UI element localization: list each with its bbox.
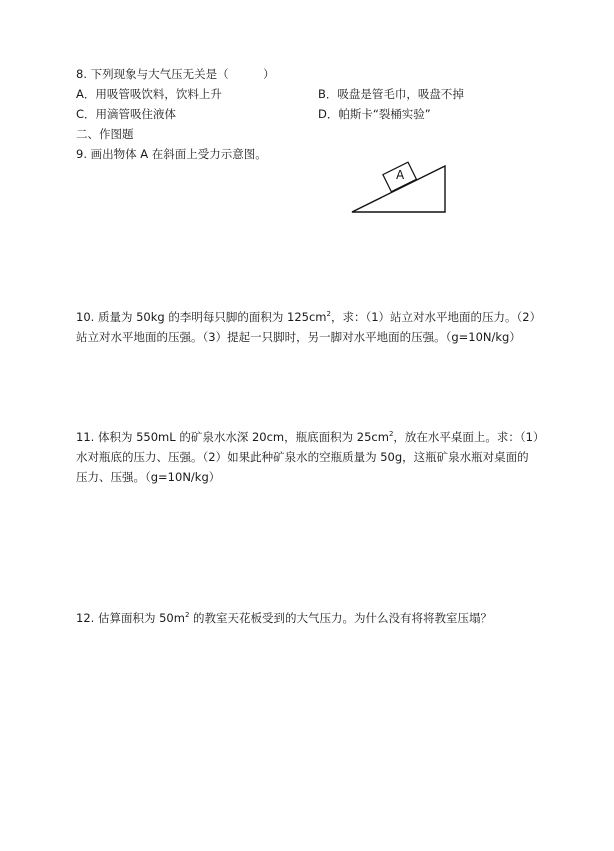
incline-diagram bbox=[348, 148, 452, 218]
q11-superscript: 2 bbox=[388, 430, 394, 438]
q12-text-b: 的教室天花板受到的大气压力。为什么没有将将教室压塌？ bbox=[189, 611, 493, 625]
q8-option-d: D．帕斯卡“裂桶实验” bbox=[318, 107, 431, 121]
q11-line-2: 水对瓶底的压力、压强。（2）如果此种矿泉水的空瓶质量为 50g，这瓶矿泉水瓶对桌面的 bbox=[76, 450, 529, 464]
section-heading-drawing: 二、作图题 bbox=[76, 127, 134, 141]
q11-text-b: ，放在水平桌面上。求：（1） bbox=[393, 430, 545, 444]
q12-superscript: 2 bbox=[184, 611, 190, 619]
q12-text-a: 12. 估算面积为 50m bbox=[76, 611, 185, 625]
q10-text-a: 10. 质量为 50kg 的李明每只脚的面积为 125cm bbox=[76, 310, 327, 324]
q10-text-b: ，求：（1）站立对水平地面的压力。（2） bbox=[330, 310, 542, 324]
q10-line-2: 站立对水平地面的压强。（3）提起一只脚时，另一脚对水平地面的压强。（g=10N/kg） bbox=[76, 330, 521, 344]
q12-line-1 bbox=[76, 610, 492, 626]
q11-text-a: 11. 体积为 550mL 的矿泉水水深 20cm，瓶底面积为 25cm bbox=[76, 430, 389, 444]
block-a-label: A bbox=[396, 168, 405, 182]
q8-option-b: B．吸盘是管毛巾，吸盘不掉 bbox=[318, 87, 464, 101]
q11-line-3: 压力、压强。（g=10N/kg） bbox=[76, 470, 221, 484]
q10-line-1 bbox=[76, 309, 541, 325]
q9-stem: 9. 画出物体 A 在斜面上受力示意图。 bbox=[76, 147, 267, 161]
q10-superscript: 2 bbox=[326, 310, 331, 318]
q8-stem: 8. 下列现象与大气压无关是（ ） bbox=[76, 67, 275, 81]
q11-line-1 bbox=[76, 429, 545, 445]
q8-option-a: A．用吸管吸饮料，饮料上升 bbox=[76, 87, 222, 101]
q8-option-c: C．用滴管吸住液体 bbox=[76, 107, 177, 121]
